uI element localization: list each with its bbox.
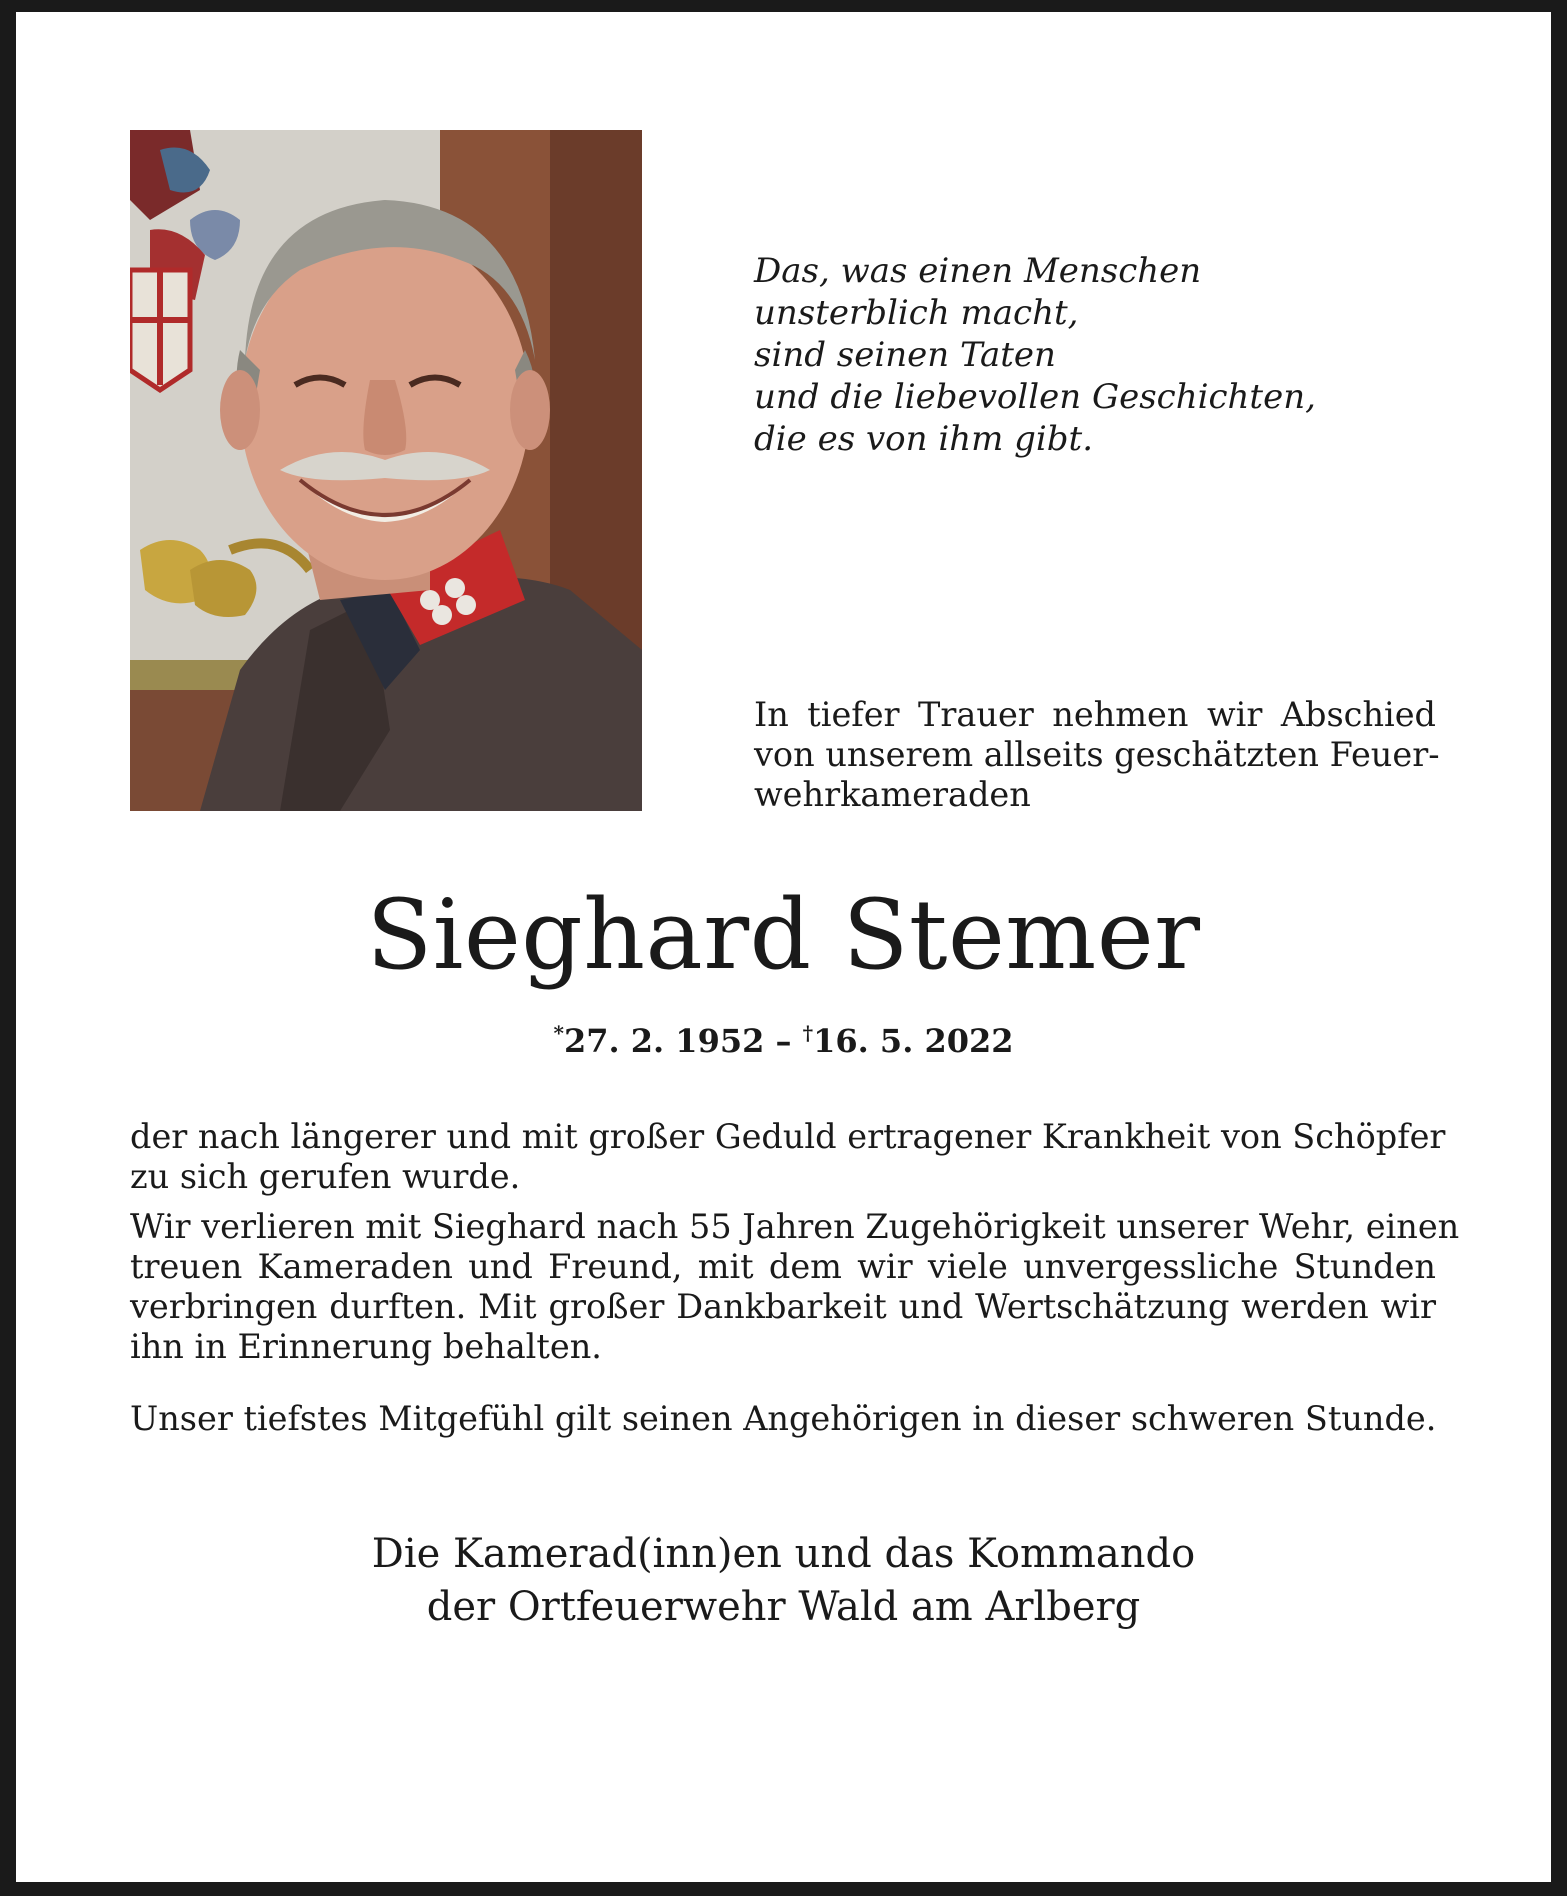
portrait-photo	[130, 130, 642, 811]
signature-line: der Ortfeuerwehr Wald am Arlberg	[426, 1584, 1141, 1630]
intro-line: In tiefer Trauer nehmen wir Abschied	[754, 695, 1436, 734]
poem-line: sind seinen Taten	[754, 335, 1056, 375]
signature	[0, 1528, 1567, 1634]
poem	[754, 250, 1454, 460]
body-line: Wir verlieren mit Sieghard nach 55 Jahren Zugehörigkeit unserer Wehr, einen	[130, 1207, 1460, 1246]
deceased-name: Sieghard Stemer	[366, 879, 1201, 991]
body-line: treuen Kameraden und Freund, mit dem wir viele unvergessliche Stunden	[130, 1247, 1436, 1286]
death-symbol: †	[802, 1021, 814, 1045]
body-line: verbringen durften. Mit großer Dankbarkeit und Wertschätzung werden wir	[130, 1287, 1436, 1326]
poem-line: unsterblich macht,	[754, 293, 1079, 333]
life-dates	[0, 1013, 1567, 1061]
paragraph-2	[130, 1207, 1460, 1367]
intro-line: von unserem allseits geschätzten Feuer-	[754, 735, 1440, 774]
paragraph-3	[130, 1399, 1436, 1439]
birth-date: 27. 2. 1952	[563, 1022, 765, 1060]
death-date: 16. 5. 2022	[813, 1022, 1014, 1060]
intro-line: wehrkameraden	[754, 775, 1031, 814]
intro-text	[754, 695, 1440, 815]
poem-line: und die liebevollen Geschichten,	[754, 377, 1316, 417]
poem-line: Das, was einen Menschen	[754, 251, 1202, 291]
obituary-body	[130, 1117, 1460, 1449]
paragraph-1	[130, 1117, 1446, 1197]
poem-line: die es von ihm gibt.	[754, 419, 1094, 459]
signature-line: Die Kamerad(inn)en und das Kommando	[371, 1531, 1196, 1577]
body-line: ihn in Erinnerung behalten.	[130, 1327, 602, 1366]
date-separator: –	[764, 1022, 803, 1060]
body-line: zu sich gerufen wurde.	[130, 1157, 521, 1196]
body-line: Unser tiefstes Mitgefühl gilt seinen Angehörigen in dieser schweren Stunde.	[130, 1399, 1437, 1438]
body-line: der nach längerer und mit großer Geduld ertragener Krankheit von Schöpfer	[130, 1117, 1446, 1156]
birth-symbol: *	[553, 1021, 564, 1045]
